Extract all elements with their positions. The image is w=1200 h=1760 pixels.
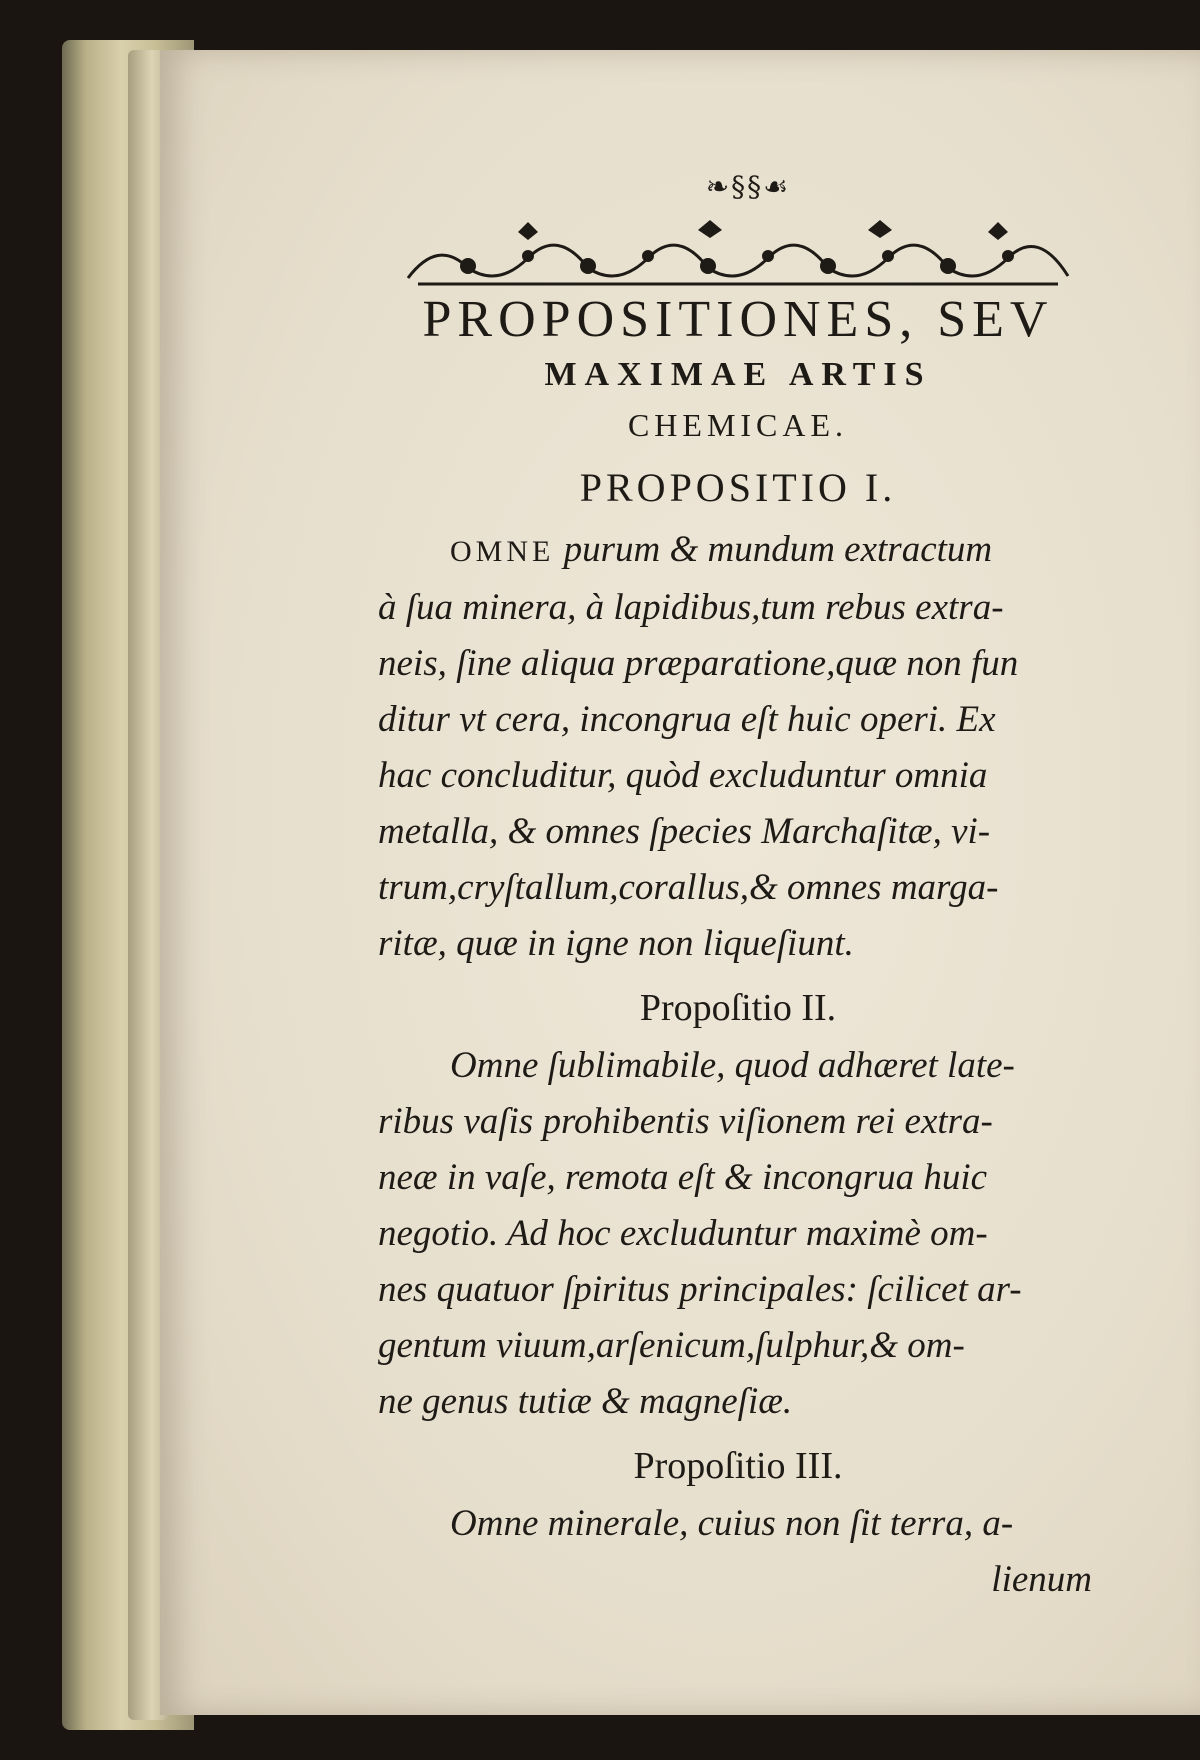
text-line: ne genus tutiæ & magneſiæ. [378,1381,793,1422]
text-line: nes quatuor ſpiritus principales: ſcilicet ar- [378,1269,1022,1310]
page-subtitle-2: CHEMICAE. [627,407,849,443]
text-line: hac concluditur, quòd excluduntur omnia [378,755,988,796]
page-subtitle: MAXIMAE ARTIS [544,356,932,393]
text-line: à ſua minera, à lapidibus,tum rebus extra- [378,587,1004,628]
page-title: PROPOSITIONES, SEV [422,291,1054,348]
proposition-1-text [378,522,1098,972]
text-line: metalla, & omnes ſpecies Marchaſitæ, vi- [378,811,991,852]
headpiece-ornament [398,218,1078,290]
fleuron-ornament: ❧§§☙ [705,170,791,203]
text-line: Omne minerale, cuius non ſit terra, a- [450,1503,1014,1544]
text-line: neæ in vaſe, remota eſt & incongrua huic [378,1157,988,1198]
proposition-3-heading: Propoſitio III. [633,1445,843,1487]
text-line: neis, ſine aliqua præparatione,quæ non fun [378,643,1019,684]
text-line: ritæ, quæ in igne non liqueſiunt. [378,923,854,964]
proposition-1-heading: PROPOSITIO I. [579,465,897,510]
page-text [378,170,1098,1608]
proposition-3-text [378,1496,1098,1552]
proposition-2-heading: Propoſitio II. [639,987,837,1029]
text-line: negotio. Ad hoc excluduntur maximè om- [378,1213,988,1254]
text-line: ribus vaſis prohibentis viſionem rei extra- [378,1101,993,1142]
text-line: ditur vt cera, incongrua eſt huic operi. Ex [378,699,996,740]
text-line: OMNE purum & mundum extractum [450,529,993,570]
proposition-2-text [378,1038,1098,1430]
text-line: trum,cryſtallum,corallus,& omnes marga- [378,867,999,908]
text-line: Omne ſublimabile, quod adhæret late- [450,1045,1015,1086]
catchword: lienum [991,1559,1092,1600]
initial-word: OMNE [450,535,555,568]
text-line: gentum viuum,arſenicum,ſulphur,& om- [378,1325,965,1366]
